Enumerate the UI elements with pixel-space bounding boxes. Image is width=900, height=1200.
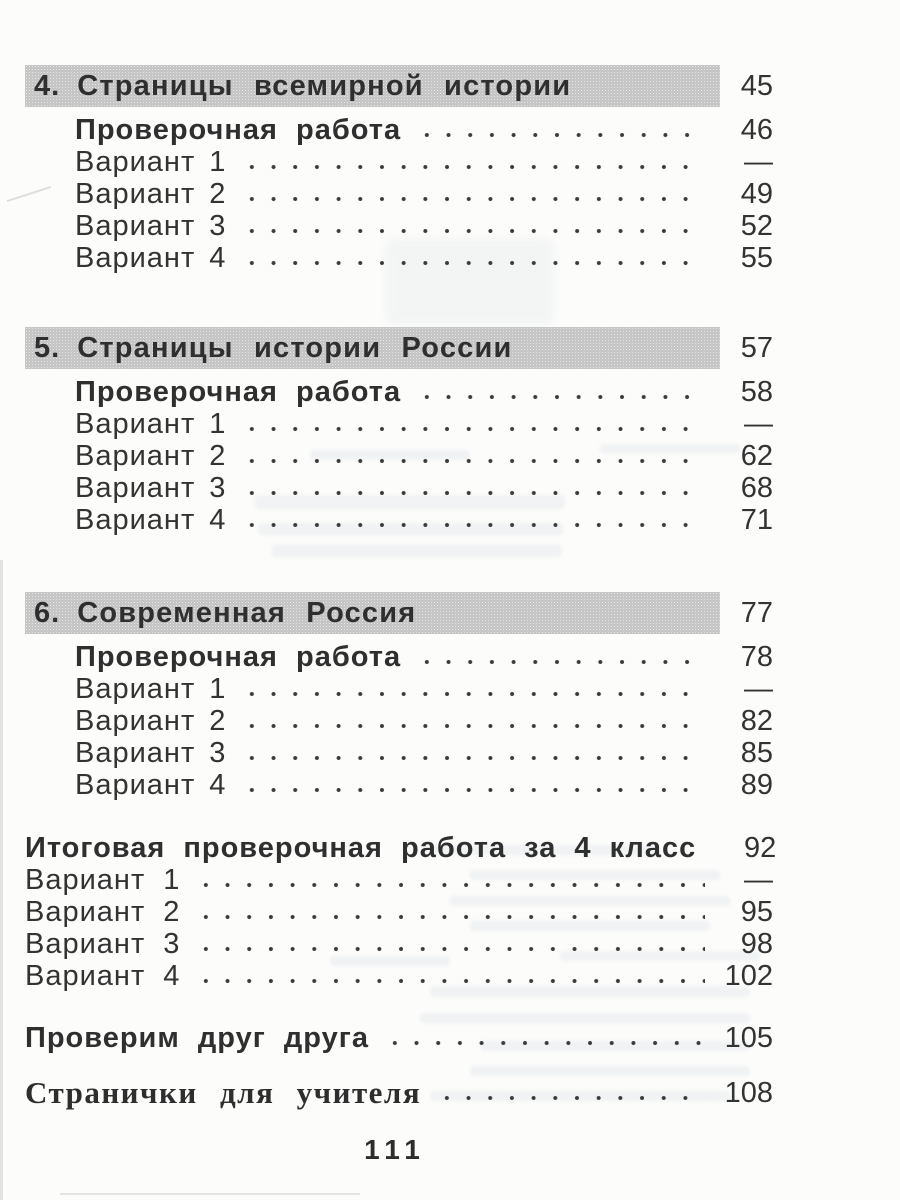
dot-leader (238, 178, 705, 210)
toc-entry-label: Вариант 3 (25, 928, 181, 960)
toc-entry-page: 78 (740, 641, 773, 673)
toc-entry-page: 105 (724, 1022, 773, 1054)
chapter-page-number: 57 (740, 331, 773, 364)
toc-entry (25, 504, 773, 536)
toc-entry-label: Вариант 1 (75, 673, 227, 705)
toc-entry-page: 58 (740, 376, 773, 408)
dot-leader (238, 705, 705, 737)
dot-leader (238, 472, 705, 504)
toc-entry (25, 146, 773, 178)
toc-content (25, 65, 777, 1166)
scan-edge-shadow (60, 1193, 360, 1195)
dot-leader (238, 504, 705, 536)
dot-leader (192, 960, 705, 992)
toc-entry-page: 55 (740, 242, 773, 274)
dot-leader (413, 641, 705, 673)
toc-entry-page: 85 (740, 737, 773, 769)
toc-entry-page: 98 (740, 928, 773, 960)
dot-leader (413, 114, 705, 146)
toc-entry (25, 178, 773, 210)
chapter-number: 6. (34, 596, 61, 629)
chapter-heading (25, 592, 773, 634)
dot-leader (238, 769, 705, 801)
dot-leader (381, 1022, 705, 1054)
toc-entry-label: Проверочная работа (75, 376, 402, 408)
chapter-number: 5. (34, 331, 61, 364)
dot-leader (192, 928, 705, 960)
toc-entry-label: Проверочная работа (75, 641, 402, 673)
toc-entry-page: 52 (740, 210, 773, 242)
toc-entry-page: 68 (740, 472, 773, 504)
toc-entry-page: 49 (740, 178, 773, 210)
toc-entry (25, 769, 773, 801)
toc-entry (25, 472, 773, 504)
toc-entry-label: Вариант 3 (75, 737, 227, 769)
toc-entry-page: — (744, 864, 773, 896)
chapter-page-number: 77 (740, 596, 773, 629)
dot-leader (238, 146, 705, 178)
toc-entry-label: Вариант 2 (75, 440, 227, 472)
toc-entry-label: Вариант 2 (75, 178, 227, 210)
dot-leader (238, 408, 705, 440)
toc-entry-label: Вариант 1 (25, 864, 181, 896)
dot-leader (238, 737, 705, 769)
toc-entry-page: 71 (740, 504, 773, 536)
toc-entry-label: Вариант 4 (75, 504, 227, 536)
toc-entry (25, 1022, 773, 1054)
dot-leader (433, 1077, 705, 1109)
toc-entry (25, 960, 773, 992)
toc-entry-label: Вариант 3 (75, 210, 227, 242)
scan-edge-shadow (0, 560, 3, 1200)
chapter-number: 4. (34, 69, 61, 102)
toc-entry-page: — (744, 146, 773, 178)
toc-entry-label: Вариант 3 (75, 472, 227, 504)
toc-entry (25, 737, 773, 769)
toc-entry (25, 641, 773, 673)
toc-entry (25, 1077, 773, 1109)
chapter-heading-bar (25, 327, 720, 369)
toc-entry-label: Вариант 2 (75, 705, 227, 737)
toc-entry (25, 832, 777, 864)
toc-entry-page: 89 (740, 769, 773, 801)
toc-entry (25, 928, 773, 960)
toc-entry-page: 108 (724, 1077, 773, 1109)
toc-entry-page: 82 (740, 705, 773, 737)
dot-leader (192, 864, 705, 896)
toc-entry-page: 46 (740, 114, 773, 146)
toc-entry-label: Проверочная работа (75, 114, 402, 146)
toc-entry-label: Проверим друг друга (25, 1022, 369, 1054)
chapter-title: Современная Россия (77, 596, 417, 629)
chapter-heading-bar (25, 592, 720, 634)
toc-entry-label: Вариант 2 (25, 896, 181, 928)
chapter-heading (25, 327, 773, 369)
dot-leader (238, 210, 705, 242)
toc-entry-label: Вариант 4 (75, 769, 227, 801)
toc-entry-page: — (744, 408, 773, 440)
chapter-page-number: 45 (740, 69, 773, 102)
dot-leader (192, 896, 705, 928)
toc-entry (25, 408, 773, 440)
toc-entry-label: Вариант 4 (75, 242, 227, 274)
dot-leader (238, 673, 705, 705)
toc-entry-label: Вариант 4 (25, 960, 181, 992)
toc-entry (25, 705, 773, 737)
toc-entry-page: 62 (740, 440, 773, 472)
toc-entry-label: Вариант 1 (75, 408, 227, 440)
toc-entry-page: 95 (740, 896, 773, 928)
toc-entry (25, 114, 773, 146)
page-number: 111 (364, 1134, 426, 1165)
toc-entry (25, 242, 773, 274)
toc-entry-page: 102 (724, 960, 773, 992)
dot-leader (413, 376, 705, 408)
toc-entry (25, 864, 773, 896)
toc-entry (25, 896, 773, 928)
chapter-title: Страницы всемирной истории (77, 69, 572, 102)
toc-entry (25, 210, 773, 242)
toc-entry-label: Итоговая проверочная работа за 4 класс (25, 832, 697, 864)
toc-entry-label: Странички для учителя (25, 1075, 422, 1110)
toc-entry-label: Вариант 1 (75, 146, 227, 178)
toc-entry (25, 673, 773, 705)
toc-entry-page: 92 (743, 832, 777, 864)
toc-entry (25, 440, 773, 472)
chapter-title: Страницы истории России (77, 331, 513, 364)
chapter-heading-bar (25, 65, 720, 107)
dot-leader (238, 440, 705, 472)
toc-entry-page: — (744, 673, 773, 705)
toc-entry (25, 376, 773, 408)
chapter-heading (25, 65, 773, 107)
dot-leader (238, 242, 705, 274)
